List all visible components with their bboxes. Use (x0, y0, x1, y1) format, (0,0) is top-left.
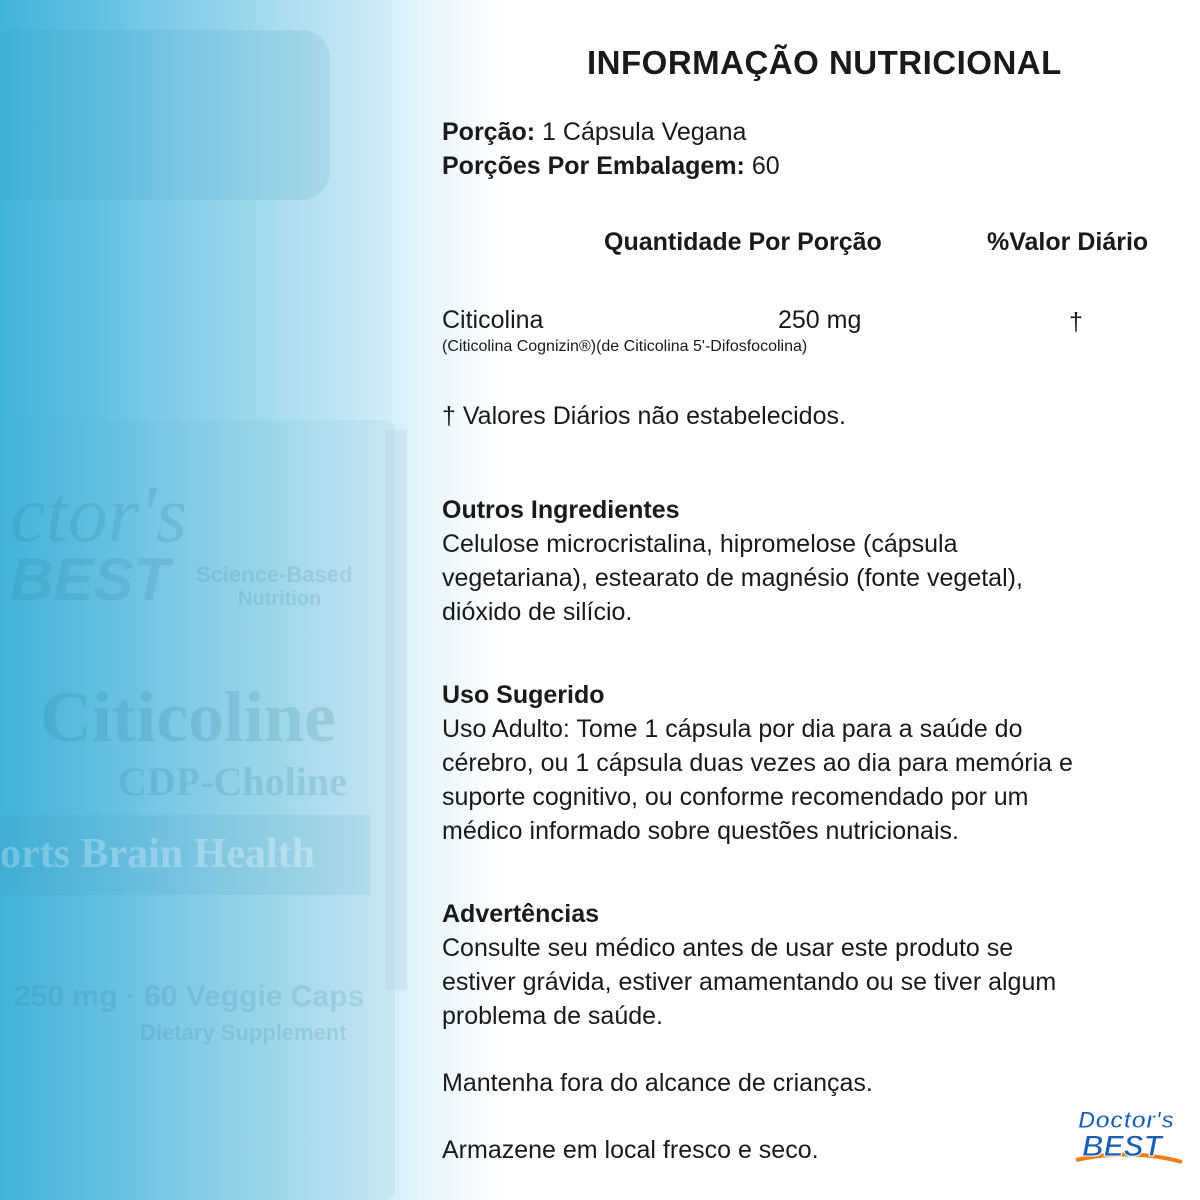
nutrient-daily-value: † (1069, 308, 1083, 336)
warnings-line: estiver grávida, estiver amamentando ou se tiver algum (442, 968, 1057, 996)
doctors-best-logo (1070, 1100, 1185, 1170)
daily-value-footnote: † Valores Diários não estabelecidos. (442, 402, 846, 430)
suggested-use-line: cérebro, ou 1 cápsula duas vezes ao dia para memória e (442, 749, 1073, 777)
suggested-use-heading: Uso Sugerido (442, 681, 605, 709)
warnings-line: problema de saúde. (442, 1002, 663, 1030)
logo-line-1: Doctor's (1078, 1107, 1175, 1134)
logo-line-2: BEST (1082, 1130, 1163, 1163)
serving-label: Porção: (442, 118, 536, 146)
other-ingredients-heading: Outros Ingredientes (442, 496, 680, 524)
other-ingredients-line: dióxido de silício. (442, 598, 633, 626)
suggested-use-line: Uso Adulto: Tome 1 cápsula por dia para a saúde do (442, 715, 1023, 743)
nutrient-amount: 250 mg (778, 306, 862, 334)
bottle-type: Dietary Supplement (140, 1020, 347, 1045)
storage-text: Armazene em local fresco e seco. (442, 1136, 819, 1164)
servings-per-container-value: 60 (751, 152, 780, 180)
bottle-tagline-2: Nutrition (238, 588, 322, 610)
product-bottle-image (0, 0, 430, 1200)
warnings-section (442, 897, 1182, 1033)
panel-title: INFORMAÇÃO NUTRICIONAL (587, 44, 1062, 81)
bottle-subtitle: CDP-Choline (118, 759, 347, 804)
bottle-product-name: Citicoline (40, 677, 336, 757)
logo-graphic (1070, 1100, 1185, 1170)
keep-away-text: Mantenha fora do alcance de crianças. (442, 1069, 873, 1097)
bottle-dose: 250 mg · 60 Veggie Caps (14, 980, 365, 1013)
bottle-tagline-1: Science-Based (196, 562, 353, 587)
servings-per-container-label: Porções Por Embalagem: (442, 152, 745, 180)
serving-value: 1 Cápsula Vegana (542, 118, 747, 146)
suggested-use-section (442, 678, 1182, 848)
serving-row (442, 115, 746, 149)
bottle-brand: ctor's (10, 471, 188, 559)
servings-per-container-row (442, 149, 780, 183)
column-header-daily-value: %Valor Diário (987, 228, 1149, 256)
nutrient-name: Citicolina (442, 306, 544, 334)
warnings-line: Consulte seu médico antes de usar este produto se (442, 934, 1014, 962)
other-ingredients-line: vegetariana), estearato de magnésio (fonte vegetal), (442, 564, 1023, 592)
column-header-amount: Quantidade Por Porção (604, 228, 882, 256)
bottle-band: orts Brain Health (0, 831, 315, 877)
other-ingredients-line: Celulose microcristalina, hipromelose (cápsula (442, 530, 958, 558)
warnings-heading: Advertências (442, 900, 600, 928)
other-ingredients-section (442, 493, 1182, 629)
suggested-use-line: suporte cognitivo, ou conforme recomendado por um (442, 783, 1029, 811)
suggested-use-line: médico informado sobre questões nutricionais. (442, 817, 959, 845)
bottle-brand-2: BEST (10, 546, 171, 613)
nutrient-note: (Citicolina Cognizin®)(de Citicolina 5'-Difosfocolina) (442, 338, 808, 355)
